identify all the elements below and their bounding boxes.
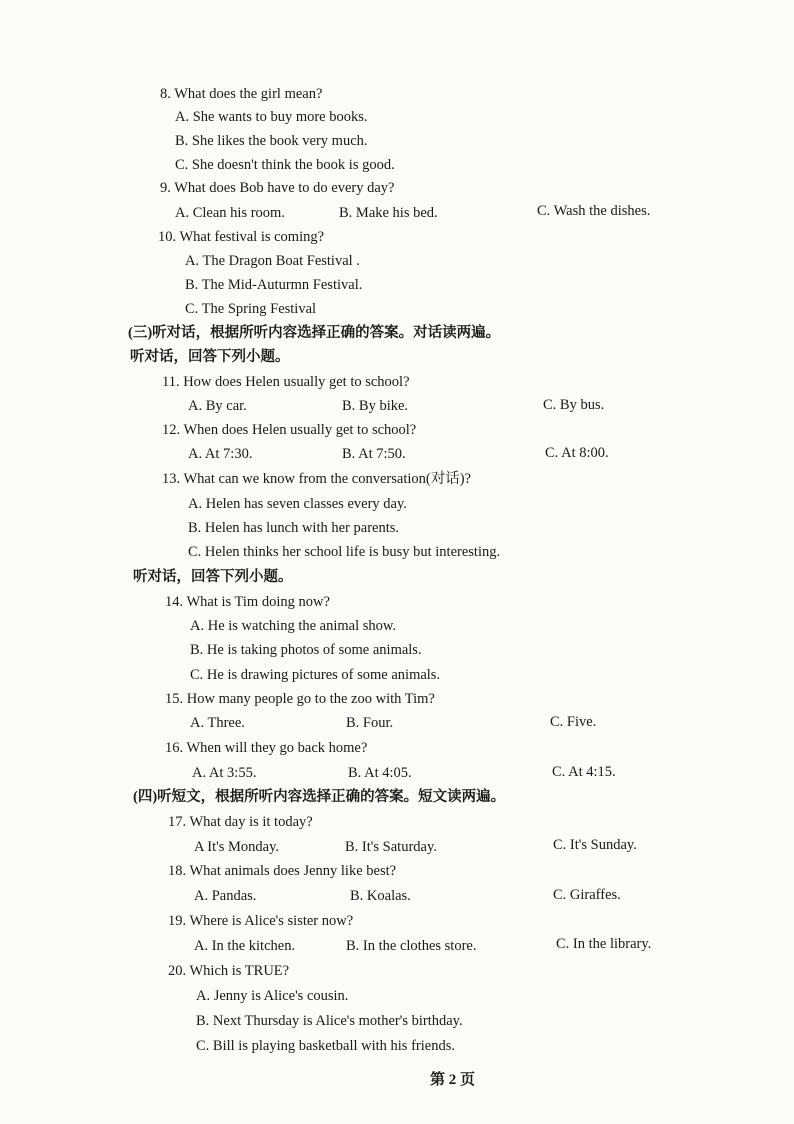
q14-option-c: C. He is drawing pictures of some animals. bbox=[190, 667, 441, 683]
q19-option-b: B. In the clothes store. bbox=[346, 938, 477, 954]
q12-question: 12. When does Helen usually get to school? bbox=[162, 422, 417, 438]
q16-option-b: B. At 4:05. bbox=[348, 765, 412, 781]
section3-subheading-1: 听对话，回答下列小题。 bbox=[130, 349, 290, 365]
q11-option-c: C. By bus. bbox=[543, 397, 605, 413]
q8-question: 8. What does the girl mean? bbox=[160, 86, 323, 102]
q10-option-b: B. The Mid-Auturmn Festival. bbox=[185, 277, 363, 293]
q11-option-b: B. By bike. bbox=[342, 398, 409, 414]
q15-option-c: C. Five. bbox=[550, 714, 597, 730]
section4-heading: (四)听短文，根据所听内容选择正确的答案。短文读两遍。 bbox=[133, 789, 506, 805]
section3-subheading-2: 听对话，回答下列小题。 bbox=[133, 569, 293, 585]
q18-option-a: A. Pandas. bbox=[194, 888, 257, 904]
q8-option-c: C. She doesn't think the book is good. bbox=[175, 157, 395, 173]
q19-option-c: C. In the library. bbox=[556, 936, 652, 952]
q14-question: 14. What is Tim doing now? bbox=[165, 594, 330, 610]
q15-question: 15. How many people go to the zoo with Tim? bbox=[165, 691, 435, 707]
q9-option-c: C. Wash the dishes. bbox=[537, 203, 651, 219]
q8-option-a: A. She wants to buy more books. bbox=[175, 109, 368, 125]
q9-question: 9. What does Bob have to do every day? bbox=[160, 180, 395, 196]
q19-option-a: A. In the kitchen. bbox=[194, 938, 296, 954]
q17-question: 17. What day is it today? bbox=[168, 814, 313, 830]
q10-question: 10. What festival is coming? bbox=[158, 229, 325, 245]
q18-option-b: B. Koalas. bbox=[350, 888, 411, 904]
q17-option-a: A It's Monday. bbox=[194, 839, 280, 855]
page-number: 第 2 页 bbox=[430, 1072, 476, 1088]
q9-option-b: B. Make his bed. bbox=[339, 205, 438, 221]
q13-option-b: B. Helen has lunch with her parents. bbox=[188, 520, 400, 536]
q12-option-c: C. At 8:00. bbox=[545, 445, 609, 461]
q13-option-c: C. Helen thinks her school life is busy but interesting. bbox=[188, 544, 501, 560]
q15-option-a: A. Three. bbox=[190, 715, 245, 731]
q20-question: 20. Which is TRUE? bbox=[168, 963, 290, 979]
q20-option-a: A. Jenny is Alice's cousin. bbox=[196, 988, 349, 1004]
q10-option-c: C. The Spring Festival bbox=[185, 301, 317, 317]
q15-option-b: B. Four. bbox=[346, 715, 394, 731]
q19-question: 19. Where is Alice's sister now? bbox=[168, 913, 354, 929]
q17-option-b: B. It's Saturday. bbox=[345, 839, 437, 855]
q18-option-c: C. Giraffes. bbox=[553, 887, 621, 903]
q12-option-a: A. At 7:30. bbox=[188, 446, 253, 462]
q14-option-b: B. He is taking photos of some animals. bbox=[190, 642, 422, 658]
q16-question: 16. When will they go back home? bbox=[165, 740, 368, 756]
q18-question: 18. What animals does Jenny like best? bbox=[168, 863, 397, 879]
q9-option-a: A. Clean his room. bbox=[175, 205, 285, 221]
q20-option-b: B. Next Thursday is Alice's mother's birthday. bbox=[196, 1013, 463, 1029]
q16-option-a: A. At 3:55. bbox=[192, 765, 257, 781]
q11-option-a: A. By car. bbox=[188, 398, 247, 414]
q13-option-a: A. Helen has seven classes every day. bbox=[188, 496, 407, 512]
q8-option-b: B. She likes the book very much. bbox=[175, 133, 368, 149]
q12-option-b: B. At 7:50. bbox=[342, 446, 406, 462]
q17-option-c: C. It's Sunday. bbox=[553, 837, 637, 853]
q14-option-a: A. He is watching the animal show. bbox=[190, 618, 397, 634]
q20-option-c: C. Bill is playing basketball with his friends. bbox=[196, 1038, 455, 1054]
section3-heading: (三)听对话，根据所听内容选择正确的答案。对话读两遍。 bbox=[128, 325, 501, 341]
q10-option-a: A. The Dragon Boat Festival . bbox=[185, 253, 360, 269]
q11-question: 11. How does Helen usually get to school? bbox=[162, 374, 410, 390]
q16-option-c: C. At 4:15. bbox=[552, 764, 616, 780]
q13-question: 13. What can we know from the conversation(对话)? bbox=[162, 471, 471, 487]
